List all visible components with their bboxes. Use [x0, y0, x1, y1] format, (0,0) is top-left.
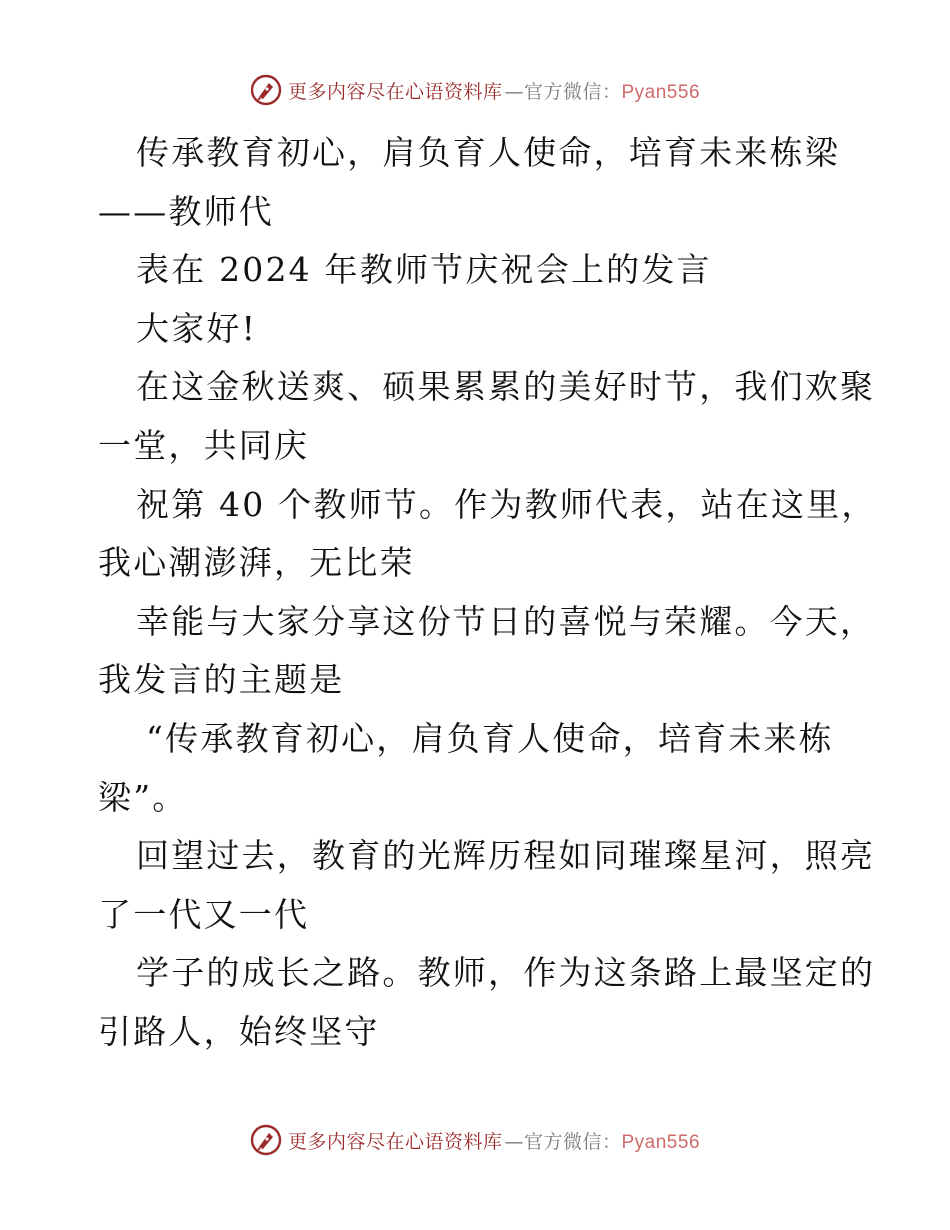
paragraph-line: 了一代又一代	[98, 894, 310, 934]
paragraph-line: 在这金秋送爽、硕果累累的美好时节，我们欢聚	[136, 367, 876, 407]
paragraph-line: 学子的成长之路。教师，作为这条路上最坚定的	[136, 953, 876, 993]
paragraph-line: “传承教育初心，肩负育人使命，培育未来栋	[146, 718, 834, 758]
header-banner	[0, 70, 950, 110]
title-line: 传承教育初心，肩负育人使命，培育未来栋梁	[136, 133, 840, 172]
paragraph-line: 祝第 40 个教师节。作为教师代表，站在这里，	[136, 484, 877, 524]
banner-text	[288, 1127, 700, 1154]
pen-nib-circle-icon	[250, 74, 282, 106]
paragraph-line: 引路人，始终坚守	[98, 1011, 380, 1051]
paragraph-line: 梁”。	[98, 777, 188, 817]
banner-wechat-label: —官方微信：	[504, 1130, 622, 1153]
paragraph-line: 回望过去，教育的光辉历程如同璀璨星河，照亮	[136, 836, 876, 876]
banner-text	[288, 77, 700, 104]
banner-wechat-label: —官方微信：	[504, 80, 622, 103]
paragraph-line: 我心潮澎湃，无比荣	[98, 543, 415, 583]
paragraph-line: 我发言的主题是	[98, 660, 345, 700]
paragraph-line: 一堂，共同庆	[98, 425, 310, 465]
greeting-line: 大家好!	[136, 308, 258, 348]
subtitle-line: 表在 2024 年教师节庆祝会上的发言	[136, 250, 712, 290]
footer-banner	[0, 1120, 950, 1160]
paragraph-line: 幸能与大家分享这份节日的喜悦与荣耀。今天，	[136, 601, 876, 641]
banner-wechat-id: Pyan556	[621, 1131, 701, 1153]
title-line: ——教师代	[98, 191, 274, 231]
banner-site-name: 更多内容尽在心语资料库	[287, 80, 503, 103]
pen-nib-circle-icon	[250, 1124, 282, 1156]
banner-wechat-id: Pyan556	[621, 81, 701, 103]
banner-site-name: 更多内容尽在心语资料库	[287, 1130, 503, 1153]
document-body	[98, 124, 877, 1062]
